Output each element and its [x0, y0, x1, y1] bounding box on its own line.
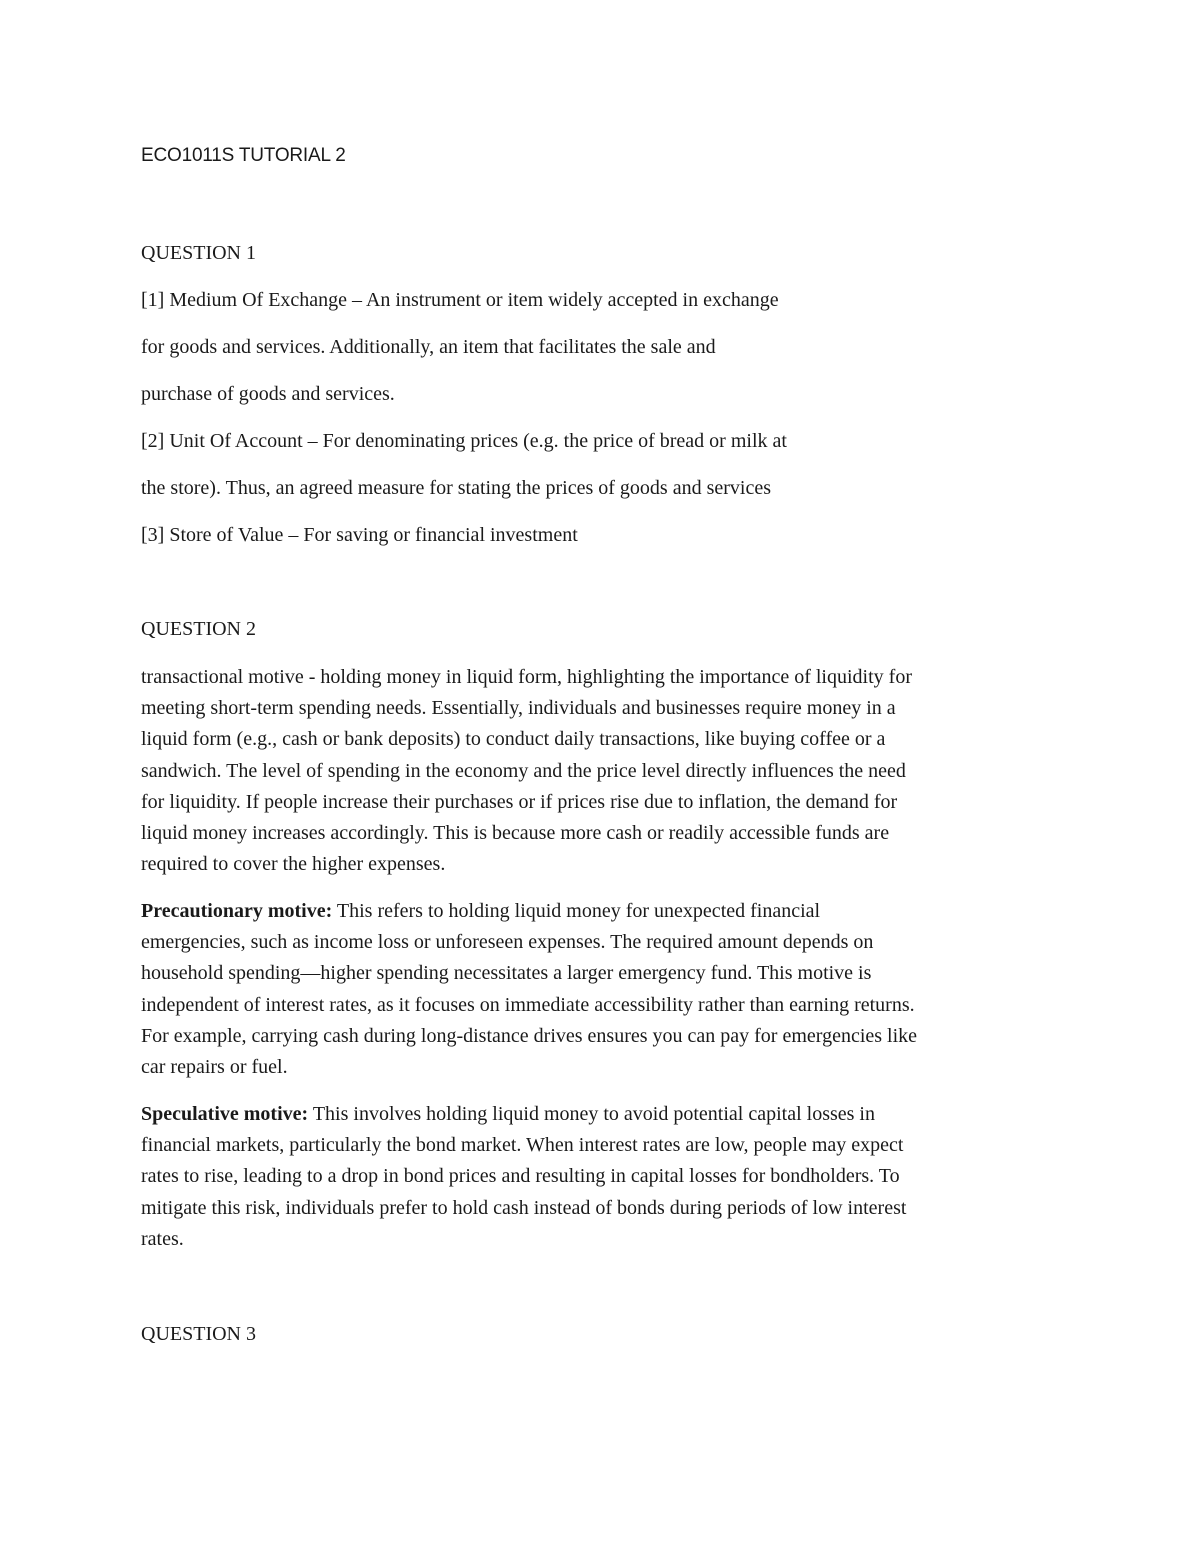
question-2-heading: QUESTION 2	[141, 618, 256, 640]
precautionary-motive-paragraph	[141, 896, 1061, 1083]
q1-line: [3] Store of Value – For saving or financial investment	[141, 524, 578, 546]
paragraph-line: For example, carrying cash during long-distance drives ensures you can pay for emergencies like	[141, 1024, 918, 1047]
paragraph-line: emergencies, such as income loss or unforeseen expenses. The required amount depends on	[141, 931, 874, 954]
q1-line: [2] Unit Of Account – For denominating prices (e.g. the price of bread or milk at	[141, 430, 787, 452]
speculative-label: Speculative motive:	[141, 1103, 309, 1125]
q1-line: for goods and services. Additionally, an item that facilitates the sale and	[141, 336, 716, 358]
paragraph-text: This refers to holding liquid money for unexpected financial	[332, 900, 821, 922]
paragraph-line: household spending—higher spending necessitates a larger emergency fund. This motive is	[141, 962, 872, 985]
paragraph-line: rates.	[141, 1227, 184, 1250]
document-title: ECO1011S TUTORIAL 2	[141, 145, 346, 166]
paragraph-line: sandwich. The level of spending in the economy and the price level directly influences the need	[141, 759, 906, 782]
question-1-heading: QUESTION 1	[141, 242, 256, 264]
paragraph-line: mitigate this risk, individuals prefer to hold cash instead of bonds during periods of low interest	[141, 1196, 907, 1219]
paragraph-line: financial markets, particularly the bond market. When interest rates are low, people may expect	[141, 1134, 904, 1157]
q1-line: [1] Medium Of Exchange – An instrument or item widely accepted in exchange	[141, 289, 779, 311]
q1-line: purchase of goods and services.	[141, 383, 395, 405]
question-3-heading: QUESTION 3	[141, 1323, 256, 1345]
paragraph-line	[141, 1099, 1061, 1130]
transactional-motive-paragraph	[141, 662, 1061, 880]
paragraph-line: liquid form (e.g., cash or bank deposits) to conduct daily transactions, like buying coffee or a	[141, 728, 886, 751]
paragraph-line: meeting short-term spending needs. Essentially, individuals and businesses require money in a	[141, 697, 896, 720]
precautionary-label: Precautionary motive:	[141, 900, 333, 922]
speculative-motive-paragraph	[141, 1099, 1061, 1255]
paragraph-text: This involves holding liquid money to avoid potential capital losses in	[308, 1103, 875, 1125]
paragraph-line: required to cover the higher expenses.	[141, 853, 446, 876]
paragraph-line: transactional motive - holding money in liquid form, highlighting the importance of liquidity for	[141, 666, 912, 688]
paragraph-line: liquid money increases accordingly. This is because more cash or readily accessible funds are	[141, 822, 890, 845]
paragraph-line: car repairs or fuel.	[141, 1056, 288, 1079]
paragraph-line	[141, 896, 1061, 927]
paragraph-line: for liquidity. If people increase their purchases or if prices rise due to inflation, the demand for	[141, 790, 898, 813]
paragraph-line: rates to rise, leading to a drop in bond prices and resulting in capital losses for bondholders. To	[141, 1165, 900, 1188]
paragraph-line: independent of interest rates, as it focuses on immediate accessibility rather than earning returns.	[141, 993, 915, 1016]
q1-line: the store). Thus, an agreed measure for stating the prices of goods and services	[141, 477, 771, 499]
